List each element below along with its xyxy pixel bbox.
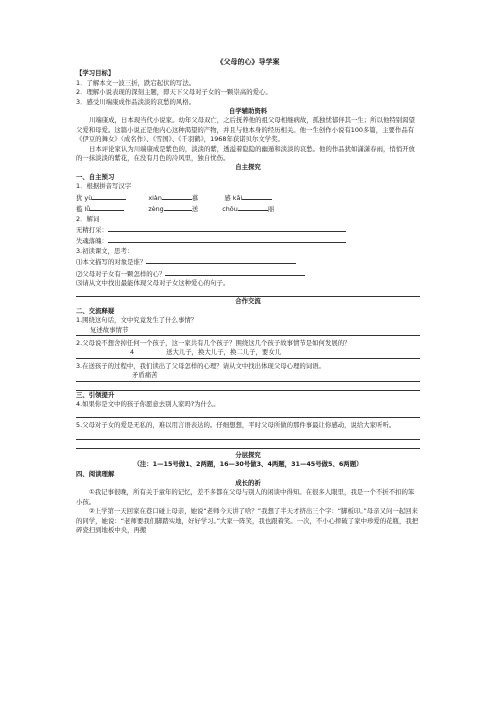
document-page [76,58,420,535]
answer-line[interactable] [76,348,420,358]
pinyin-word: chǒu [222,205,238,214]
answer-blank[interactable] [238,203,268,211]
objectives-heading: 【学习目标】 [76,69,115,78]
subquestion-row [76,268,420,279]
pinyin-word: zèng [148,205,164,214]
page-title: 《父母的心》导学案 [216,58,280,66]
answer-text: 复述故事情节 [90,325,129,334]
term-row [76,235,420,246]
subquestion: ⑵父母对子女有一颗怎样的心？ [76,269,166,278]
answer-text: 矛盾痛苦 [132,371,158,380]
question: 1．根据拼音写汉字 [76,182,132,191]
coop-heading: 合作交流 [235,297,261,306]
question: 5.父母对子女的爱是无私的，难以用言语表达的。仔细想想，平时父母所做的那件事最让你感动，说给大家听听。 [76,421,396,430]
answer-line[interactable] [76,431,420,440]
answer-blank[interactable] [108,235,346,243]
question: 2．解词 [76,214,100,223]
answer-blank[interactable] [146,256,296,264]
objective-item: 2．理解小说表现的深刻主题，即天下父母对子女的一颗崇高的爱心。 [76,88,272,97]
answer-blank[interactable] [164,203,192,211]
objective-item: 1．了解本文一波三折，跌宕起伏的写法。 [76,78,196,87]
pinyin-word: xiàn [148,193,162,202]
question: 1.围绕这句话，文中究竟发生了什么事情？ [76,316,198,325]
pinyin-word: 送 [191,205,199,214]
term-label: 无精打采： [76,225,108,234]
aux-paragraph: 川端康成，日本现当代小说家。幼年父母双亡，之后抚养他的祖父母相继病故，孤独忧郁伴其一生；所以他特别渴望父爱和母爱。这篇小说正是他内心这种渴望的产物，并且与他本身的经历相关。他一生创作小说有100多篇，主要作品有《伊豆的舞女》（成名作）、《雪国》、《千羽鹤》，1968年获诺贝尔文学奖。 [76,116,415,144]
answer-line[interactable] [76,288,420,297]
answer-blank[interactable] [165,268,305,276]
aux-paragraph: 日本评论家认为川端康成是紫色的，淡淡的紫，透溢着隐隐的幽遁和淡淡的哀愁。他的作品犹如潇潇春雨，悄悄开放的一抹淡淡的紫花，在没有月色的冷风里，独自忧伤。 [76,144,415,163]
answer-line[interactable] [76,382,420,391]
question: 3.初读课文，思考： [76,246,134,255]
pinyin-word: 犹 yù [76,193,93,202]
section-heading: 三、引领提升 [76,390,115,399]
section-heading: 一、自主预习 [76,172,115,181]
pinyin-word: 感 kǎi [224,193,243,202]
reading-paragraph: ②上学第一天回家在巷口碰上母亲，她说“老师今天讲了啥？”我想了半天才挤出三个字：“脚板印。”母亲又问一起回来的同学，她说：“老师要我们脚踏实地，好好学习。”大家一阵笑，我也跟着笑。一次，不小心摔破了家中珍爱的花瓶，我把碎瓷扫到地板中央，再搬 [76,507,419,535]
term-label: 失魂落魄： [76,237,108,246]
pinyin-row [76,203,420,214]
answer-line[interactable] [76,440,420,449]
question: 2.父母说不想舍掉任何一个孩子，这一家共有几个孩子？围绕这几个孩子故事情节是如何发展的？ [76,338,351,347]
term-row [76,224,420,235]
section-heading: 四、阅读理解 [76,469,115,478]
answer-line[interactable] [76,326,420,336]
tiered-note: （注：1—15号做1、2两题，16—30号做3、4两题，31—45号做5、6两题） [133,460,363,469]
answer-text: 4 [130,348,135,357]
reading-paragraph: ①我记事很晚，所有关于童年的记忆，差不多都在父母与别人的闲谈中得知。在很多人眼里，我是一个不折不扣的笨小孩。 [76,488,415,506]
tiered-heading: 分层探究 [235,450,261,459]
answer-blank[interactable] [92,192,126,200]
reading-title: 成长的祈 [235,479,261,488]
answer-blank[interactable] [108,224,346,232]
answer-blank[interactable] [90,203,124,211]
pinyin-word: 褴 lǚ [76,205,91,214]
pinyin-word: 慕 [191,193,199,202]
answer-blank[interactable] [162,192,192,200]
explore-heading: 自主探究 [235,163,261,172]
answer-line[interactable] [76,371,420,381]
pinyin-row [76,192,420,203]
aux-heading: 自学辅助资料 [228,107,268,116]
pinyin-word: 丽 [267,205,275,214]
subquestion-row [76,256,420,267]
question: 3.在送孩子的过程中，我们读出了父母怎样的心理？请从文中找出体现父母心理的词语。 [76,361,325,370]
subquestion: ⑶请从文中找出最能体现父母对子女这种爱心的句子。 [76,278,230,287]
objective-item: 3．感受川端康成作品淡淡的哀愁的风格。 [76,97,196,106]
answer-line[interactable] [76,409,420,418]
section-heading: 二、交流释疑 [76,306,115,315]
question: 4.如果你是文中的孩子你愿意去别人家吗?为什么。 [76,400,220,408]
subquestion: ⑴本文描写的对象是谁？ [76,258,147,267]
answer-blank[interactable] [242,192,272,200]
answer-text: 送大儿子，换大儿子，换二儿子，要女儿 [166,348,282,357]
